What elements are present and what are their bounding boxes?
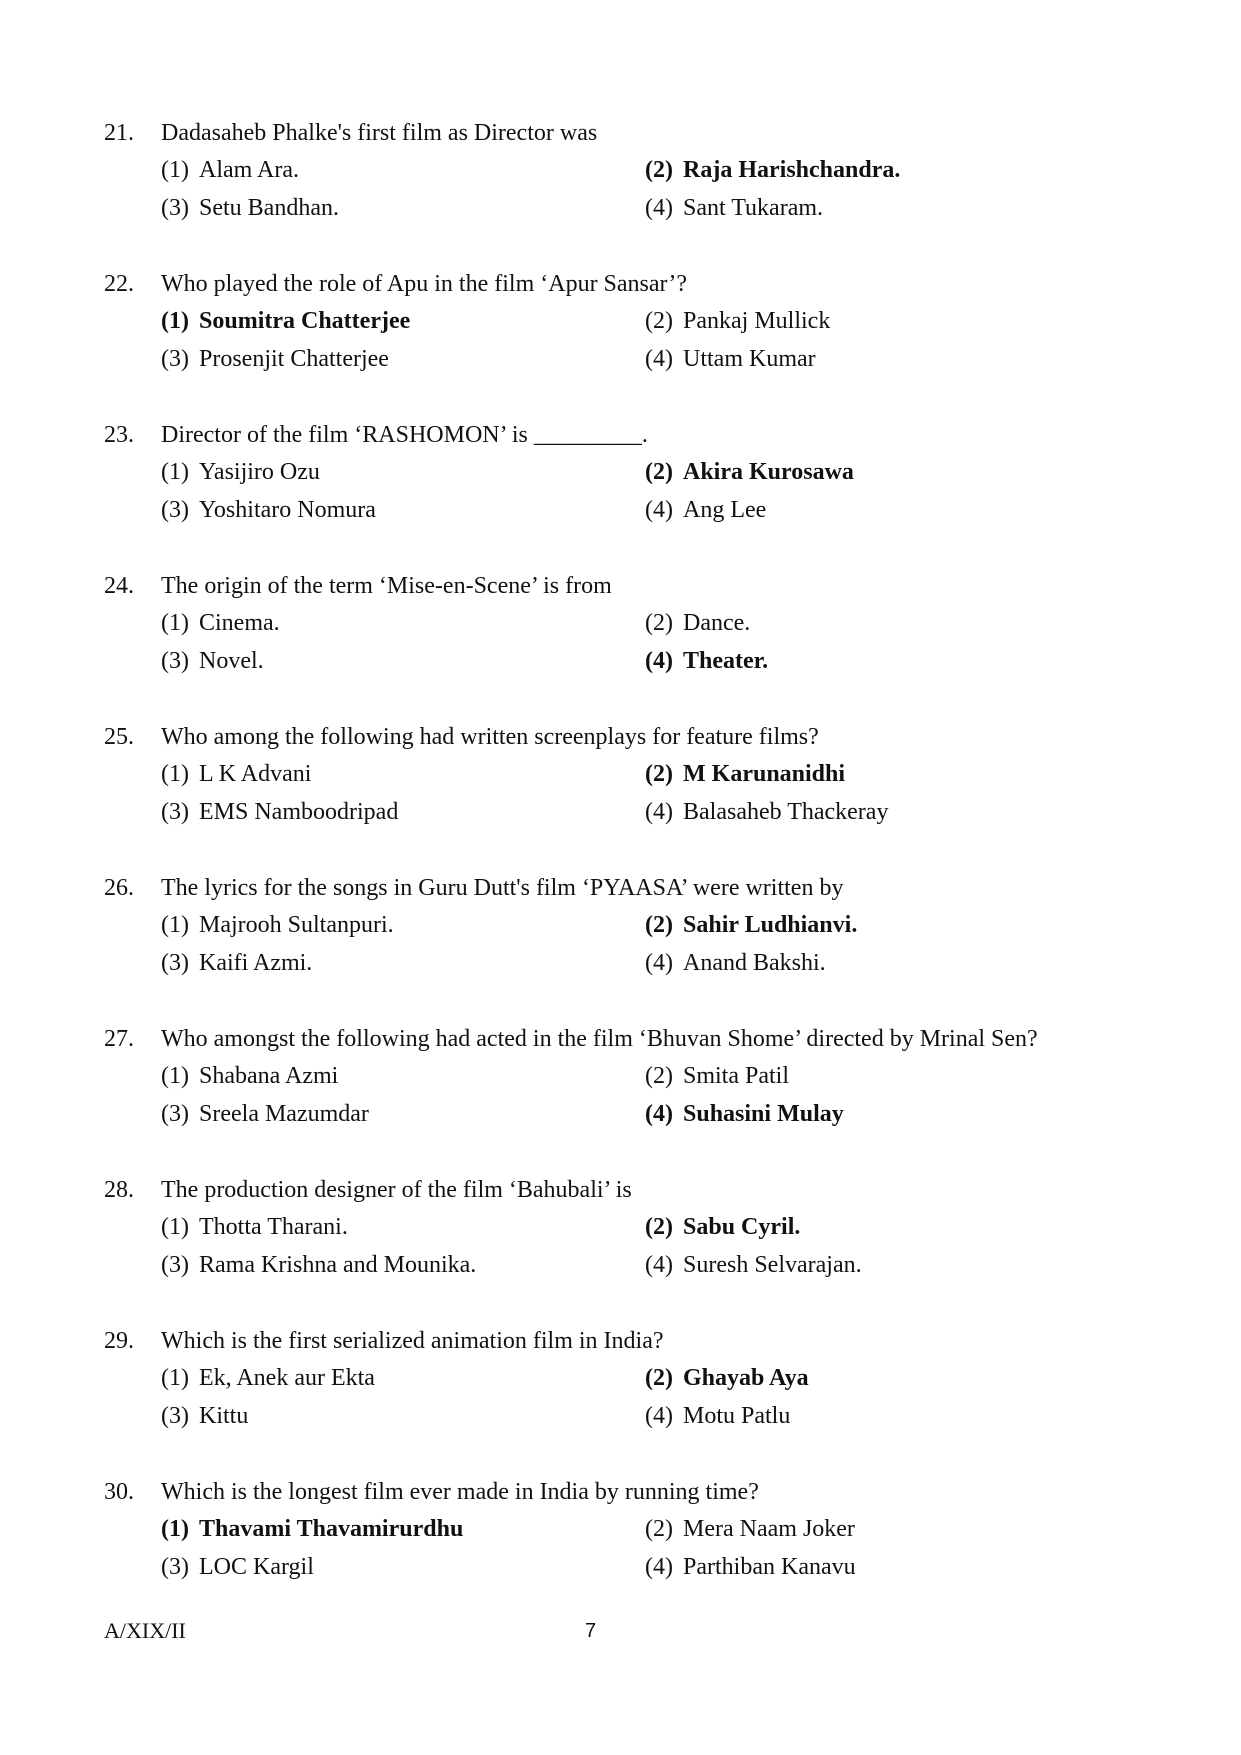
question-number: 30.: [104, 1479, 134, 1505]
question-text: The origin of the term ‘Mise-en-Scene’ is from: [161, 573, 612, 599]
option-1: (1) Ek, Anek aur Ekta: [161, 1365, 375, 1391]
option-3: (3) Rama Krishna and Mounika.: [161, 1252, 477, 1278]
option-2-answer: (2) Raja Harishchandra.: [645, 157, 901, 183]
question-text: The lyrics for the songs in Guru Dutt's film ‘PYAASA’ were written by: [161, 875, 844, 901]
option-4: (4) Motu Patlu: [645, 1403, 791, 1429]
option-2: (2) Dance.: [645, 610, 751, 636]
option-1: (1) Cinema.: [161, 610, 280, 636]
question-text: Who amongst the following had acted in the film ‘Bhuvan Shome’ directed by Mrinal Sen?: [161, 1026, 1038, 1052]
option-1: (1) Alam Ara.: [161, 157, 299, 183]
option-4: (4) Sant Tukaram.: [645, 195, 824, 221]
question-28: [0, 1175, 1241, 1295]
question-25: [0, 722, 1241, 842]
option-3: (3) Prosenjit Chatterjee: [161, 346, 389, 372]
question-text: Which is the longest film ever made in India by running time?: [161, 1479, 759, 1505]
option-3: (3) Kittu: [161, 1403, 249, 1429]
option-2: (2) Pankaj Mullick: [645, 308, 831, 334]
option-2-answer: (2) Sabu Cyril.: [645, 1214, 801, 1240]
option-1: (1) Shabana Azmi: [161, 1063, 339, 1089]
question-text: The production designer of the film ‘Bahubali’ is: [161, 1177, 632, 1203]
question-30: [0, 1477, 1241, 1597]
question-text: Dadasaheb Phalke's first film as Director was: [161, 120, 598, 146]
question-text: Who played the role of Apu in the film ‘Apur Sansar’?: [161, 271, 688, 297]
question-number: 22.: [104, 271, 134, 297]
option-2: (2) Smita Patil: [645, 1063, 790, 1089]
question-number: 29.: [104, 1328, 134, 1354]
option-4: (4) Balasaheb Thackeray: [645, 799, 889, 825]
option-4: (4) Uttam Kumar: [645, 346, 816, 372]
question-number: 26.: [104, 875, 134, 901]
option-3: (3) Kaifi Azmi.: [161, 950, 313, 976]
question-number: 23.: [104, 422, 134, 448]
option-4: (4) Ang Lee: [645, 497, 767, 523]
option-1-answer: (1) Thavami Thavamirurdhu: [161, 1516, 464, 1542]
question-27: [0, 1024, 1241, 1144]
question-number: 21.: [104, 120, 134, 146]
option-2-answer: (2) Ghayab Aya: [645, 1365, 809, 1391]
question-number: 24.: [104, 573, 134, 599]
option-4-answer: (4) Suhasini Mulay: [645, 1101, 844, 1127]
option-2-answer: (2) M Karunanidhi: [645, 761, 846, 787]
option-3: (3) LOC Kargil: [161, 1554, 314, 1580]
question-23: [0, 420, 1241, 540]
question-number: 27.: [104, 1026, 134, 1052]
option-4: (4) Anand Bakshi.: [645, 950, 826, 976]
option-4: (4) Parthiban Kanavu: [645, 1554, 856, 1580]
option-3: (3) EMS Namboodripad: [161, 799, 399, 825]
question-number: 28.: [104, 1177, 134, 1203]
option-1: (1) L K Advani: [161, 761, 312, 787]
option-3: (3) Sreela Mazumdar: [161, 1101, 369, 1127]
option-1: (1) Yasijiro Ozu: [161, 459, 320, 485]
option-2-answer: (2) Sahir Ludhianvi.: [645, 912, 858, 938]
option-1: (1) Thotta Tharani.: [161, 1214, 348, 1240]
question-text: Who among the following had written screenplays for feature films?: [161, 724, 819, 750]
question-21: [0, 118, 1241, 238]
option-1-answer: (1) Soumitra Chatterjee: [161, 308, 411, 334]
page-number: 7: [585, 1620, 597, 1642]
question-24: [0, 571, 1241, 691]
paper-code: A/XIX/II: [104, 1618, 186, 1643]
option-3: (3) Novel.: [161, 648, 264, 674]
option-4-answer: (4) Theater.: [645, 648, 769, 674]
question-29: [0, 1326, 1241, 1446]
option-4: (4) Suresh Selvarajan.: [645, 1252, 862, 1278]
option-1: (1) Majrooh Sultanpuri.: [161, 912, 394, 938]
question-22: [0, 269, 1241, 389]
option-2-answer: (2) Akira Kurosawa: [645, 459, 854, 485]
option-3: (3) Setu Bandhan.: [161, 195, 339, 221]
question-text: Which is the first serialized animation film in India?: [161, 1328, 664, 1354]
question-number: 25.: [104, 724, 134, 750]
option-2: (2) Mera Naam Joker: [645, 1516, 855, 1542]
question-26: [0, 873, 1241, 993]
question-text: Director of the film ‘RASHOMON’ is _________.: [161, 422, 648, 448]
option-3: (3) Yoshitaro Nomura: [161, 497, 376, 523]
